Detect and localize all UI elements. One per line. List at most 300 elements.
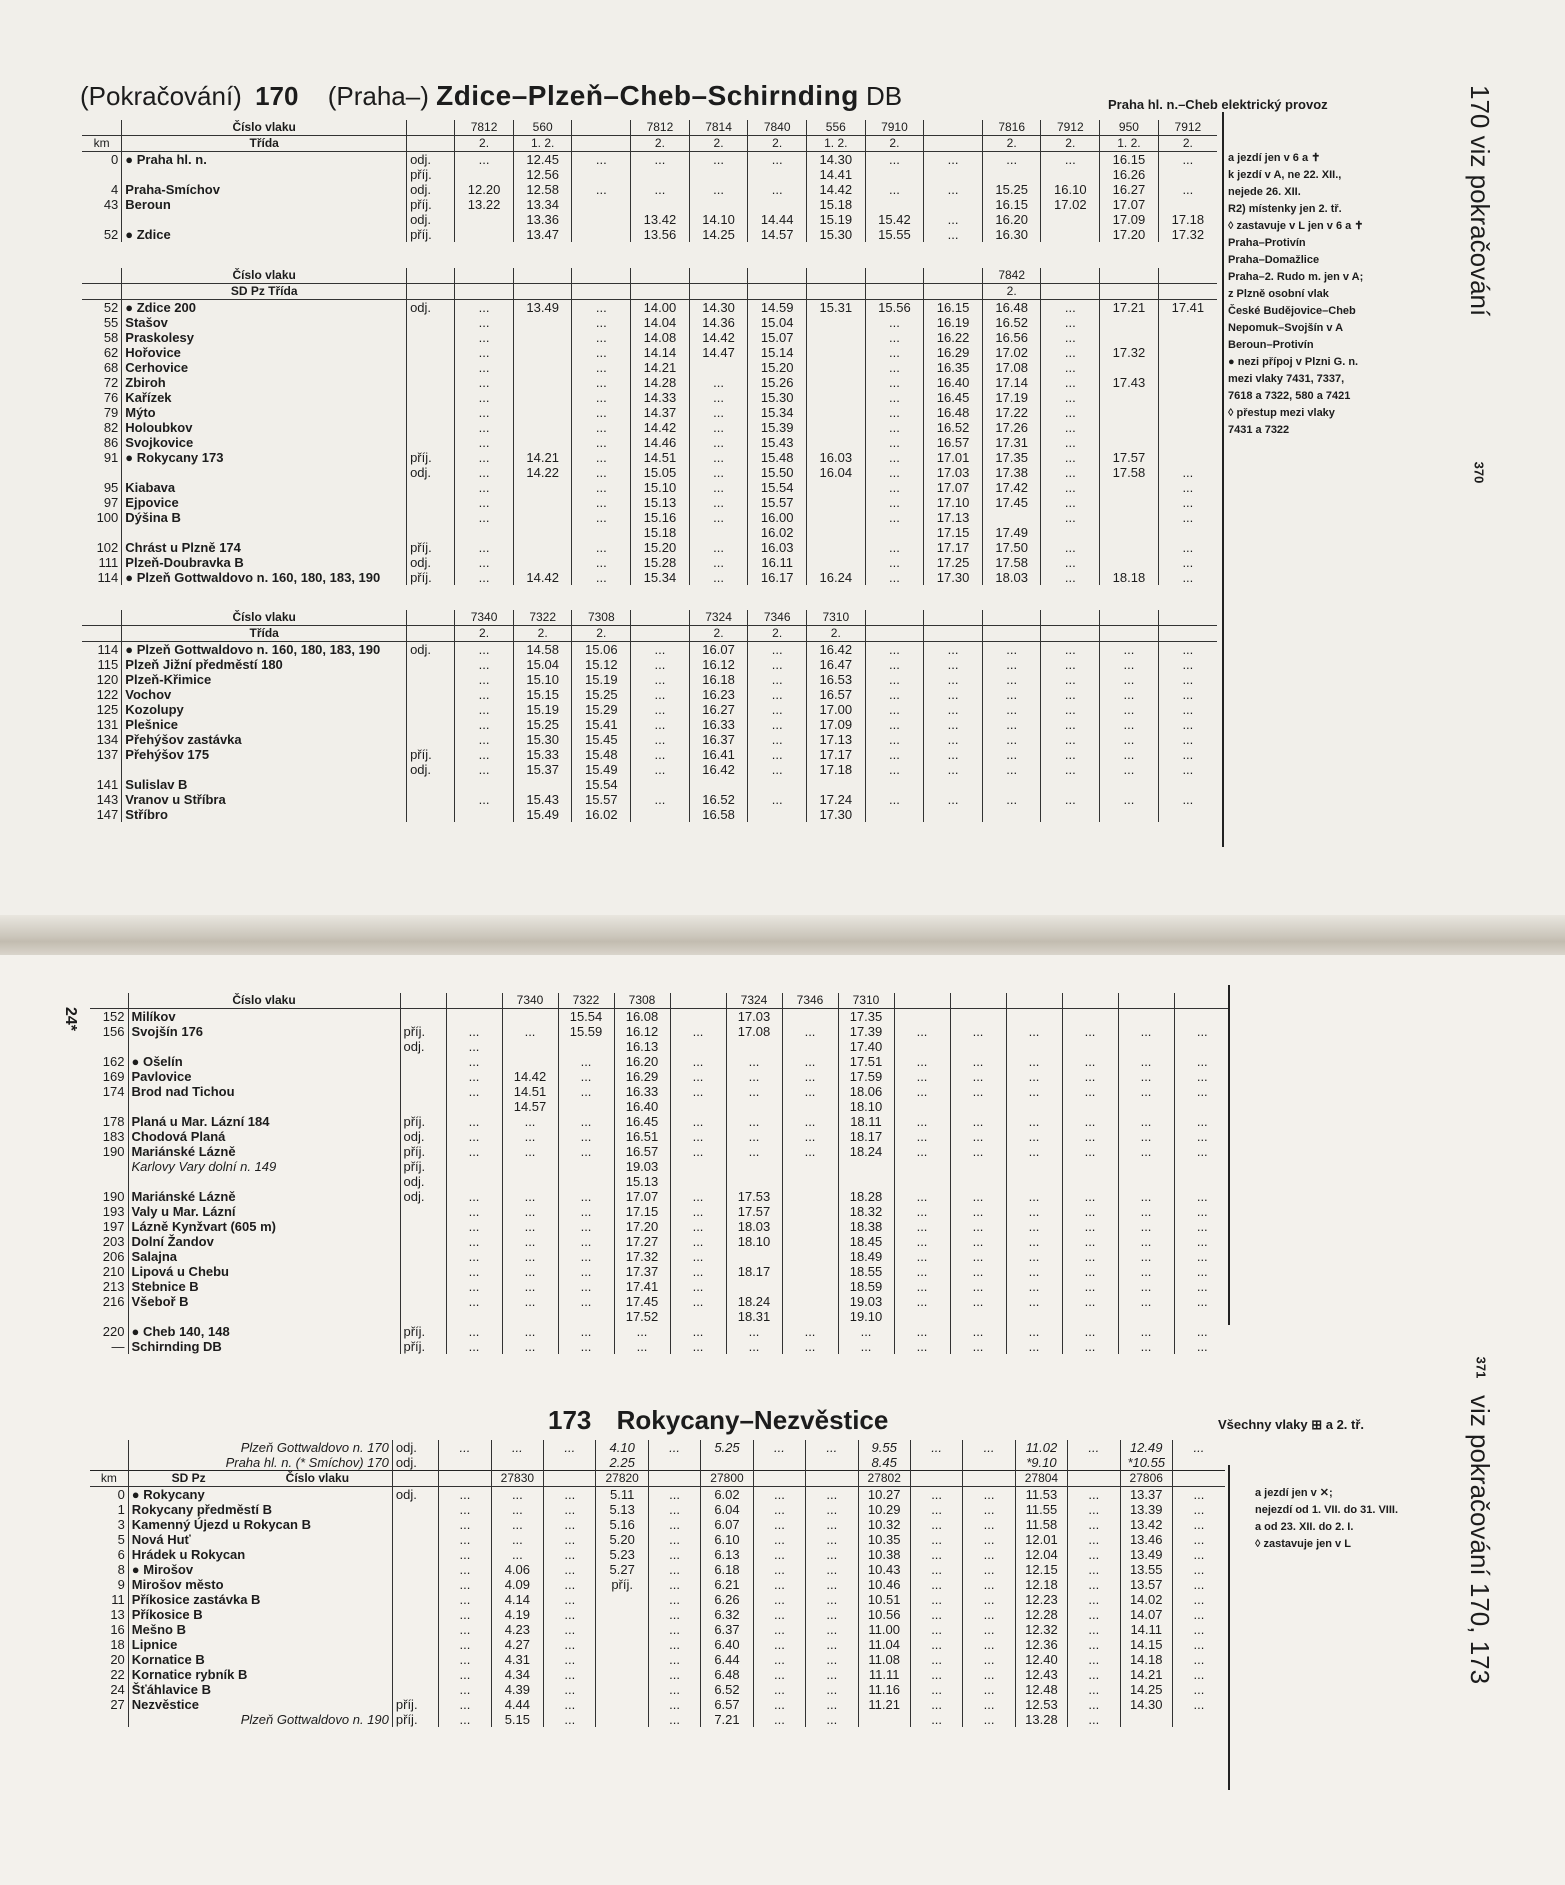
- time-cell: [1006, 1309, 1062, 1324]
- time-cell: ...: [631, 672, 690, 687]
- km-value: 162: [102, 1054, 125, 1069]
- station-name: Lipová u Chebu: [128, 1264, 400, 1279]
- km-label: km: [82, 136, 122, 152]
- time-cell: ...: [1158, 762, 1217, 777]
- time-cell: 14.51: [502, 1084, 558, 1099]
- time-cell: ...: [572, 510, 631, 525]
- time-cell: 17.22: [982, 405, 1041, 420]
- station-name: [128, 1174, 400, 1189]
- time-cell: ...: [689, 435, 748, 450]
- time-cell: 18.17: [726, 1264, 782, 1279]
- time-cell: ...: [865, 315, 924, 330]
- time-cell: [950, 1174, 1006, 1189]
- time-cell: 17.07: [614, 1189, 670, 1204]
- time-cell: [513, 345, 572, 360]
- time-cell: ...: [753, 1487, 805, 1503]
- km-value: 120: [96, 672, 119, 687]
- time-cell: [455, 227, 514, 242]
- time-cell: 11.21: [858, 1697, 910, 1712]
- time-cell: 17.52: [614, 1309, 670, 1324]
- time-cell: [1158, 420, 1217, 435]
- time-cell: ...: [502, 1204, 558, 1219]
- time-cell: ...: [455, 495, 514, 510]
- time-cell: ...: [865, 182, 924, 197]
- time-cell: 14.58: [513, 642, 572, 658]
- time-cell: ...: [924, 792, 983, 807]
- time-cell: 15.25: [572, 687, 631, 702]
- km-value: 8: [117, 1562, 125, 1577]
- time-cell: [1100, 315, 1159, 330]
- time-cell: 16.45: [924, 390, 983, 405]
- time-cell: 15.20: [631, 540, 690, 555]
- time-cell: 10.32: [858, 1517, 910, 1532]
- time-cell: 4.39: [491, 1682, 543, 1697]
- train-number: [982, 626, 1041, 642]
- train-number: [513, 284, 572, 300]
- train-number: [1100, 610, 1159, 626]
- time-cell: 16.22: [924, 330, 983, 345]
- time-cell: ...: [631, 792, 690, 807]
- time-cell: [782, 1159, 838, 1174]
- side-note: 7431 a 7322: [1228, 424, 1290, 436]
- time-cell: ...: [1118, 1339, 1174, 1354]
- time-cell: 17.41: [1158, 300, 1217, 316]
- time-cell: [858, 1712, 910, 1727]
- station-name: Mariánské Lázně: [128, 1144, 400, 1159]
- time-cell: ...: [1158, 642, 1217, 658]
- time-cell: ...: [924, 657, 983, 672]
- time-cell: 15.42: [865, 212, 924, 227]
- time-cell: ...: [1068, 1517, 1120, 1532]
- time-cell: 18.10: [726, 1234, 782, 1249]
- timetable-row: [82, 807, 1217, 822]
- time-cell: 14.59: [748, 300, 807, 316]
- arrival-departure: příj.: [400, 1339, 446, 1354]
- timetable-row: [90, 1637, 1225, 1652]
- time-cell: [502, 1009, 558, 1025]
- time-cell: ...: [894, 1144, 950, 1159]
- time-cell: ...: [1068, 1487, 1120, 1503]
- time-cell: ...: [806, 1532, 858, 1547]
- arrival-departure: [407, 405, 455, 420]
- time-cell: ...: [558, 1189, 614, 1204]
- time-cell: 16.19: [924, 315, 983, 330]
- time-cell: ...: [1172, 1682, 1225, 1697]
- arrival-departure: [392, 1532, 438, 1547]
- timetable-row: [82, 672, 1217, 687]
- time-cell: 17.17: [924, 540, 983, 555]
- time-cell: ...: [455, 762, 514, 777]
- time-cell: 17.25: [924, 555, 983, 570]
- time-cell: ...: [950, 1129, 1006, 1144]
- time-cell: ...: [924, 212, 983, 227]
- km-value: [90, 1159, 128, 1174]
- time-cell: [670, 1159, 726, 1174]
- time-cell: ...: [572, 405, 631, 420]
- time-cell: ...: [806, 1607, 858, 1622]
- time-cell: ...: [748, 657, 807, 672]
- time-cell: 11.08: [858, 1652, 910, 1667]
- arrival-departure: [407, 792, 455, 807]
- time-cell: 18.28: [838, 1189, 894, 1204]
- train-number-row: [82, 626, 1217, 642]
- time-cell: ...: [455, 657, 514, 672]
- time-cell: 15.16: [631, 510, 690, 525]
- train-number: [806, 1471, 858, 1487]
- time-cell: ...: [439, 1532, 491, 1547]
- timetable-row: [90, 1517, 1225, 1532]
- time-cell: [572, 212, 631, 227]
- time-cell: ...: [670, 1219, 726, 1234]
- timetable-row: [90, 1667, 1225, 1682]
- time-cell: 17.15: [614, 1204, 670, 1219]
- header-sub: [407, 136, 455, 152]
- train-label: Číslo vlaku: [285, 1471, 350, 1485]
- km-value: 58: [103, 330, 119, 345]
- time-cell: ...: [753, 1712, 805, 1727]
- timetable-row: [90, 1024, 1230, 1039]
- train-number: [982, 610, 1041, 626]
- time-cell: 16.00: [748, 510, 807, 525]
- train-number: 7812: [455, 120, 514, 136]
- km-value: 100: [96, 510, 119, 525]
- time-cell: ...: [670, 1144, 726, 1159]
- timetable-row: [82, 360, 1217, 375]
- train-number: [631, 626, 690, 642]
- time-cell: 16.52: [982, 315, 1041, 330]
- timetable-row: [82, 555, 1217, 570]
- time-cell: 15.20: [748, 360, 807, 375]
- train-number: 2.: [455, 626, 514, 642]
- time-cell: ...: [865, 375, 924, 390]
- bottom-side-vertical-title: viz pokračování 170, 173: [1465, 1395, 1495, 1685]
- time-cell: [689, 525, 748, 540]
- time-cell: ...: [572, 360, 631, 375]
- station-name: Všeboř B: [128, 1294, 400, 1309]
- time-cell: ...: [1068, 1607, 1120, 1622]
- time-cell: ...: [1062, 1324, 1118, 1339]
- arrival-departure: příj.: [400, 1024, 446, 1039]
- time-cell: ...: [950, 1249, 1006, 1264]
- time-cell: ...: [1158, 182, 1217, 197]
- time-cell: ...: [1118, 1129, 1174, 1144]
- timetable-row: [90, 1234, 1230, 1249]
- time-cell: [558, 1039, 614, 1054]
- time-cell: 15.48: [572, 747, 631, 762]
- train-number: [753, 1471, 805, 1487]
- time-cell: ...: [1062, 1234, 1118, 1249]
- time-cell: 14.57: [748, 227, 807, 242]
- time-cell: 17.32: [1158, 227, 1217, 242]
- time-cell: [1100, 555, 1159, 570]
- time-cell: 17.09: [806, 717, 865, 732]
- train-number: 7816: [982, 120, 1041, 136]
- time-cell: ...: [648, 1592, 700, 1607]
- train-number: 2.: [689, 626, 748, 642]
- time-cell: [982, 167, 1041, 182]
- time-cell: 18.59: [838, 1279, 894, 1294]
- time-cell: ...: [910, 1547, 962, 1562]
- time-cell: ...: [1174, 1084, 1230, 1099]
- time-cell: ...: [572, 330, 631, 345]
- top-page: [0, 0, 1565, 930]
- time-cell: ...: [1006, 1129, 1062, 1144]
- time-cell: 18.17: [838, 1129, 894, 1144]
- time-cell: [1062, 1009, 1118, 1025]
- time-cell: 10.27: [858, 1487, 910, 1503]
- time-cell: ...: [1006, 1084, 1062, 1099]
- time-cell: [558, 1099, 614, 1114]
- km-value: [82, 212, 122, 227]
- station-name: Milíkov: [128, 1009, 400, 1025]
- header-sub: [407, 626, 455, 642]
- time-cell: [631, 807, 690, 822]
- time-cell: ...: [1041, 747, 1100, 762]
- side-note: Praha–Domažlice: [1228, 254, 1320, 266]
- time-cell: ...: [1062, 1054, 1118, 1069]
- time-cell: [950, 1159, 1006, 1174]
- time-cell: ...: [950, 1024, 1006, 1039]
- time-cell: ...: [502, 1144, 558, 1159]
- arrival-departure: [407, 510, 455, 525]
- time-cell: 6.18: [701, 1562, 753, 1577]
- arrival-departure: [407, 717, 455, 732]
- timetable-row: [90, 1324, 1230, 1339]
- time-cell: 17.02: [982, 345, 1041, 360]
- time-cell: ...: [748, 747, 807, 762]
- time-cell: ...: [865, 405, 924, 420]
- time-cell: 15.39: [748, 420, 807, 435]
- time-cell: ...: [1041, 792, 1100, 807]
- time-cell: 13.34: [513, 197, 572, 212]
- header-label: Číslo vlaku: [128, 993, 400, 1009]
- train-number: [950, 993, 1006, 1009]
- time-cell: ...: [455, 672, 514, 687]
- train-number: 2.: [982, 284, 1041, 300]
- station-name: [122, 167, 407, 182]
- time-cell: ...: [689, 420, 748, 435]
- time-cell: [1174, 1174, 1230, 1189]
- time-cell: ...: [631, 182, 690, 197]
- station-name: Kornatice B: [128, 1652, 392, 1667]
- arrival-departure: [392, 1547, 438, 1562]
- time-cell: 16.02: [748, 525, 807, 540]
- time-cell: 15.29: [572, 702, 631, 717]
- time-cell: [894, 1009, 950, 1025]
- time-cell: 15.12: [572, 657, 631, 672]
- timetable-row: [90, 1502, 1225, 1517]
- time-cell: ...: [1118, 1294, 1174, 1309]
- time-cell: ...: [1174, 1294, 1230, 1309]
- connection-station: Praha hl. n. (* Smíchov) 170: [128, 1455, 392, 1471]
- time-cell: 15.04: [748, 315, 807, 330]
- arrival-departure: [400, 1099, 446, 1114]
- time-cell: 17.19: [982, 390, 1041, 405]
- time-cell: [1062, 1159, 1118, 1174]
- time-cell: 15.30: [806, 227, 865, 242]
- time-cell: 14.46: [631, 435, 690, 450]
- time-cell: [502, 1159, 558, 1174]
- km-value: 190: [102, 1189, 125, 1204]
- time-cell: ...: [910, 1517, 962, 1532]
- train-number-row: [82, 120, 1217, 136]
- time-cell: [513, 420, 572, 435]
- timetable-row: [82, 152, 1217, 168]
- train-number: [1158, 610, 1217, 626]
- time-cell: [631, 197, 690, 212]
- train-number: 27820: [596, 1471, 648, 1487]
- time-cell: 6.04: [701, 1502, 753, 1517]
- station-name: [122, 212, 407, 227]
- time-cell: 19.03: [838, 1294, 894, 1309]
- time-cell: [806, 360, 865, 375]
- station-name: Valy u Mar. Lázní: [128, 1204, 400, 1219]
- time-cell: 18.03: [726, 1219, 782, 1234]
- time-cell: ...: [631, 657, 690, 672]
- train-number: [748, 268, 807, 284]
- timetable-row: [90, 1039, 1230, 1054]
- time-cell: [1100, 495, 1159, 510]
- train-number: 7322: [558, 993, 614, 1009]
- station-name: [128, 1309, 400, 1324]
- train-number: [910, 1471, 962, 1487]
- time-cell: ...: [726, 1324, 782, 1339]
- time-cell: 16.27: [689, 702, 748, 717]
- side-note: ◊ přestup mezi vlaky: [1228, 407, 1335, 419]
- km-value: 82: [103, 420, 119, 435]
- time-cell: ...: [1041, 495, 1100, 510]
- arrival-departure: [392, 1682, 438, 1697]
- timetable-row: [82, 182, 1217, 197]
- time-cell: 15.54: [748, 480, 807, 495]
- time-cell: ...: [670, 1294, 726, 1309]
- header-sub: [392, 1471, 438, 1487]
- time-cell: ...: [572, 540, 631, 555]
- train-number: [631, 284, 690, 300]
- train-number: 2.: [689, 136, 748, 152]
- time-cell: ...: [455, 687, 514, 702]
- time-cell: 14.11: [1120, 1622, 1172, 1637]
- time-cell: ...: [963, 1487, 1015, 1503]
- time-cell: ...: [1172, 1607, 1225, 1622]
- time-cell: ...: [753, 1562, 805, 1577]
- time-cell: ...: [782, 1339, 838, 1354]
- train-number: [806, 284, 865, 300]
- time-cell: 16.15: [924, 300, 983, 316]
- time-cell: ...: [726, 1114, 782, 1129]
- time-cell: 15.54: [572, 777, 631, 792]
- arrival-departure: [392, 1637, 438, 1652]
- time-cell: 15.34: [748, 405, 807, 420]
- train-number: [544, 1471, 596, 1487]
- time-cell: ...: [1172, 1517, 1225, 1532]
- train-number: [1062, 993, 1118, 1009]
- time-cell: 17.31: [982, 435, 1041, 450]
- time-cell: ...: [1068, 1697, 1120, 1712]
- station-name: ● Mirošov: [128, 1562, 392, 1577]
- arrival-departure: [407, 360, 455, 375]
- time-cell: ...: [648, 1637, 700, 1652]
- time-cell: [806, 1455, 858, 1471]
- time-cell: [491, 1455, 543, 1471]
- time-cell: 14.37: [631, 405, 690, 420]
- time-cell: ...: [558, 1084, 614, 1099]
- bottom-side-notes: [1255, 1485, 1398, 1553]
- timetable-row: [82, 495, 1217, 510]
- t173-title: Rokycany–Nezvěstice: [616, 1405, 889, 1435]
- time-cell: ...: [558, 1114, 614, 1129]
- arrival-departure: [400, 1264, 446, 1279]
- time-cell: ...: [455, 792, 514, 807]
- arrival-departure: příj.: [407, 450, 455, 465]
- time-cell: ...: [544, 1562, 596, 1577]
- km-value: 115: [97, 657, 119, 672]
- time-cell: ...: [1062, 1084, 1118, 1099]
- time-cell: 15.43: [748, 435, 807, 450]
- time-cell: ...: [950, 1264, 1006, 1279]
- time-cell: [631, 167, 690, 182]
- header-label: Číslo vlaku: [122, 610, 407, 626]
- time-cell: ...: [572, 390, 631, 405]
- time-cell: ...: [950, 1114, 1006, 1129]
- time-cell: ...: [1100, 732, 1159, 747]
- time-cell: [1062, 1099, 1118, 1114]
- time-cell: [1100, 420, 1159, 435]
- time-cell: ...: [502, 1234, 558, 1249]
- station-name: Hrádek u Rokycan: [128, 1547, 392, 1562]
- time-cell: ...: [1100, 702, 1159, 717]
- km-value: 62: [103, 345, 119, 360]
- time-cell: 12.58: [513, 182, 572, 197]
- time-cell: 16.23: [689, 687, 748, 702]
- timetable-row: [82, 525, 1217, 540]
- time-cell: ...: [1041, 315, 1100, 330]
- time-cell: 6.57: [701, 1697, 753, 1712]
- time-cell: 17.40: [838, 1039, 894, 1054]
- train-number: 27802: [858, 1471, 910, 1487]
- time-cell: 2.25: [596, 1455, 648, 1471]
- time-cell: 14.36: [689, 315, 748, 330]
- time-cell: ...: [950, 1339, 1006, 1354]
- time-cell: ...: [806, 1652, 858, 1667]
- station-name: [122, 525, 407, 540]
- time-cell: ...: [1158, 480, 1217, 495]
- station-name: Přehýšov zastávka: [122, 732, 407, 747]
- time-cell: [1174, 1309, 1230, 1324]
- time-cell: 6.02: [701, 1487, 753, 1503]
- time-cell: ...: [910, 1607, 962, 1622]
- timetable-row: [82, 702, 1217, 717]
- km-value: 210: [102, 1264, 125, 1279]
- arrival-departure: [407, 390, 455, 405]
- timetable-row: [90, 1697, 1225, 1712]
- time-cell: ...: [753, 1637, 805, 1652]
- station-name: Kamenný Újezd u Rokycan B: [128, 1517, 392, 1532]
- time-cell: ...: [1006, 1189, 1062, 1204]
- time-cell: ...: [1006, 1294, 1062, 1309]
- station-name: Chodová Planá: [128, 1129, 400, 1144]
- time-cell: [513, 330, 572, 345]
- time-cell: ...: [924, 642, 983, 658]
- time-cell: [782, 1189, 838, 1204]
- time-cell: ...: [865, 495, 924, 510]
- time-cell: ...: [689, 465, 748, 480]
- time-cell: ...: [894, 1024, 950, 1039]
- time-cell: 16.02: [572, 807, 631, 822]
- time-cell: ...: [455, 300, 514, 316]
- time-cell: ...: [648, 1622, 700, 1637]
- station-name: Lipnice: [128, 1637, 392, 1652]
